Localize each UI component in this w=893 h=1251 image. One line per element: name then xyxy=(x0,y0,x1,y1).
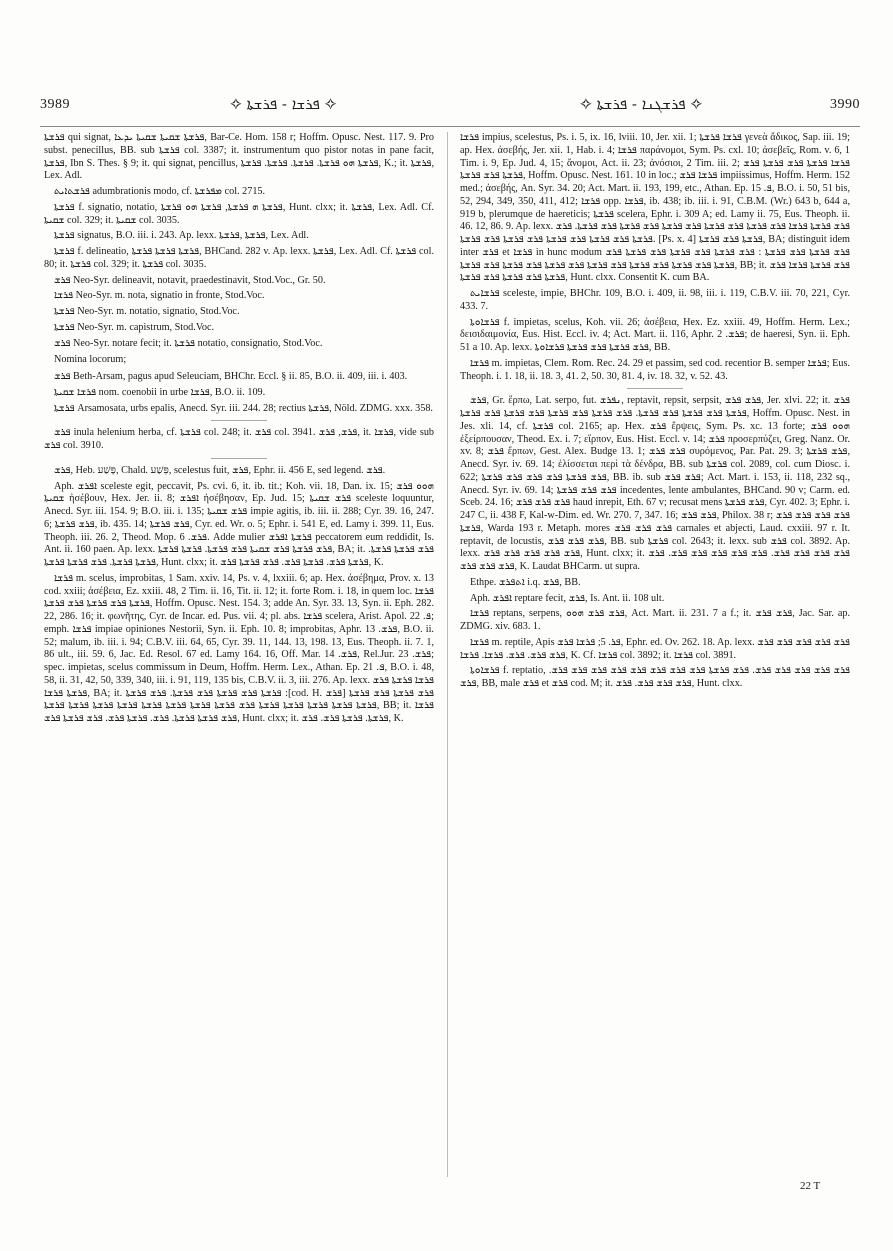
section-separator xyxy=(211,420,267,421)
dictionary-entry: Aph. ܐܦܪܫ sceleste egit, peccavit, Ps. cvi. 6, it. ib. tit.; Koh. vii. 18, Dan. ix. 15; ܗܘܘ ܦܪܫ ܫܩܝܬܐ ἠσέβουν, Hex. Jer. ii. 8; ܐܦܪܫ ἠσέβησαν, Ep. Jud. 15; ܦܪܫ ܫܩܝܬܐ sceleste loquuntur, Anecd. Syr. iii. 154. 9; B.O. iii. i. 135; ܦܪܫ ܫܩܝܬܐ impie agitis, ib. iii. ii. 288; Cyr. 39. 16, 247. 6; ܦܪܫ ܦܪܫܬܐ, ib. 435. 14; ܦܪܫ ܦܪܫܬܐ, Cyr. ed. Wr. o. 5; Ephr. i. 541 E, ed. Lamy i. 399. 11, Eus. Theoph. iii. 26. 2, Theod. Mop. ܦܪܫ. 6. Adde mulier ܦܪܫܬܐ ܐܦܪܫ peccatorem eum reddidit, Is. Ant. ii. 160 paen. Ap. lexx. ܦܪܫ ܦܪܫܬܐ ܦܪܫ ܫܩܝܬܐ ܦܪܫ ܦܪܫܬܐ. ܦܪܫܬܐ ܦܪܫܬܐ, BA; it. ܦܪܫ ܦܪܫܬܐ ܦܪܫܬܐ. ܦܪܫܬܐ ܦܪܫܬܐ. ܦܪܫ ܦܪܫܬܐ ܦܪܫܬܐ, Hunt. clxx; it. ܦܪܫܬܐ ܦܪܫ. ܦܪܫܬܐ ܦܪܫ. ܦܪܫ ܦܪܫܬܐ ܦܪܫ, K. xyxy=(44,480,435,568)
dictionary-entry: ܦܪܫܬܐܝܬ adumbrationis modo, cf. ܡܦܪܫܬܐ col. 2715. xyxy=(54,186,266,197)
dictionary-entry: ܦܪܫܬܐ f. delineatio, ܦܪܫܬܐ ܦܪܫܬܐ ܦܪܫܬܐ, BHCand. 282 v. Ap. lexx. ܦܪܫܬܐ, Lex. Adl. Cf. ܦܪܫܬܐ col. 80; it. ܦܪܫܬܐ col. 329; it. ܦܪܫܬܐ col. 3035. xyxy=(44,246,435,270)
dictionary-entry: ܦܪܫܬܐ Neo-Syr. m. capistrum, Stod.Voc. xyxy=(54,321,215,333)
dictionary-entry: ܦܪܫܬܐ f. signatio, notatio, ܦܪܫܬܐ ܗ ܦܪܫܬܐ, ܦܪܫܬܐ ܗܘ ܦܪܫܬܐ, Hunt. clxx; it. ܦܪܫܬܐ, Lex. Adl. Cf. ܫܩܝܬܐ col. 329; it. ܫܩܝܬܐ col. 3035. xyxy=(44,201,435,226)
page-header xyxy=(40,95,860,119)
dictionary-entry: ܦܪܫܐ reptans, serpens, ܦܪܫ ܦܪܫ ܗܘܘ, Act. Mart. ii. 231. 7 a f.; it. ܦܪܫ ܦܪܫ, Jac. Sar. ap. ZDMG. xiv. 683. 1. xyxy=(460,608,850,632)
dictionary-entry: ܦܪܫܐ m. reptile, Apis ܦܪ. 5; ܦܪܫܐ ܦܪܫ, Ephr. ed. Ov. 262. 18. Ap. lexx. ܦܪܫ ܦܪܫ ܦܪܫ ܦܪܫ ܦܪܫ ܦܪܫ ܦܪܫ. ܦܪܫ. ܦܪܫܐ. ܦܪܫܐ, K. Cf. ܦܪܫܐ col. 3892; it. ܦܪܫܐ col. 3891. xyxy=(460,636,850,661)
header-rule xyxy=(40,126,860,127)
dictionary-entry: ܦܪܫܐ impius, scelestus, Ps. i. 5, ix. 16, lviii. 10, Jer. xii. 1; ܦܪܫܐ ܦܪܫܬܐ γενεὰ ἄδικος, Sap. iii. 19; ap. Hex. ἀσεβής, Jer. xii. 1, Hab. i. 4; ܦܪܫܐ παράνομοι, Sym. Ps. cxl. 10; ἀσεβεῖς, Rom. v. 6, 1 Tim. i. 9, Ep. Jud. 4, 15; ἄνομοι, Act. ii. 23; ἀνόσιοι, 2 Tim. iii. 2; ܦܪܫܐ ܦܪܫܬܐ ܦܪܫ ܦܪܫܬܐ ܦܪܫ ܦܪܫܬܐ ܦܪܫ ܦܪܫܬܐ, Hoffm. Opusc. Nest. 161. 10 in loc.; ܦܪܫܐ ܦܪܫ impiissimus, Hoffm. Herm. 152 med.; ἀσεβής, An. Syr. 34. 20; Act. Mart. ii. 193, 199, etc., Athan. Ep. ܦ. 15, B.O. i. 50, 51 bis, 52, 294, 349, 350, 411, 412; ܦܪܫܐ opp. ܦܪܫܐ, ib. 438; ib. iii. i. 91, C.B.M. (Wr.) 643 b, 644 a, 919 b, plerumque de haereticis; ܦܪܫܬܐ scelera, Ephr. i. 309 A; ed. Lamy ii. 75, Eus. Theoph. ii. 46. 12, 86. 9. Ap. lexx. ܦܪܫ ܦܪܫܬܐ ܦܪܫܐ ܦܪܫ ܦܪܫܬܐ ܦܪܫ ܦܪܫܬܐ ܦܪܫ ܦܪܫܬܐ ܦܪܫ ܦܪܫܬܐ ܦܪܫ ܦܪܫܬܐ. ܦܪܫ ܦܪܫܬܐ ܦܪܫ ܦܪܫܬܐ ܦܪܫ ܦܪܫܬܐ ܦܪܫ ܦܪܫܬܐ ܦܪܫ ܦܪܫܬܐ. [Ps. x. 4] ܦܪܫܬܐ ܦܪܫ ܦܪܫܬܐ, BA; distinguit idem inter ܦܪܫ et ܦܪܫܐ in hunc modum ܦܪܫ ܦܪܫܬܐ ܦܪܫ ܦܪܫܬܐ : ܦܪܫ ܦܪܫܬܐ ܦܪܫ ܦܪܫܬܐ ܦܪܫ ܦܪܫܬܐ ܦܪܫ ܦܪܫܬܐ ܦܪܫ ܦܪܫܬܐ ܦܪܫ ܦܪܫܬܐ ܦܪܫ ܦܪܫܬܐ ܦܪܫ ܦܪܫܬܐ ܦܪܫ ܦܪܫܬܐ ܦܪܫ ܦܪܫܬܐ, BB; it. ܦܪܫ ܦܪܫܬܐ ܦܪܫܐ ܦܪܫ ܦܪܫܬܐ ܦܪܫ ܦܪܫܬܐ ܦܪܫ ܦܪܫܬܐ, Hunt. clxx. Consentit K. cum BA. xyxy=(460,132,851,284)
dictionary-entry: ܦܪܫ Beth-Arsam, pagus apud Seleuciam, BHChr. Eccl. § ii. 85, B.O. ii. 409, iii. i. 403. xyxy=(54,371,408,382)
running-head-right: ✧ ܦܪܫܓܢܐ - ܦܪܫܬܐ ✧ xyxy=(580,95,703,113)
signature-mark: 22 T xyxy=(800,1180,821,1192)
dictionary-entry: ܦܪܫܐ m. impietas, Clem. Rom. Rec. 24. 29 et passim, sed cod. recentior B. semper ܦܪܫܐ; Eus. Theoph. i. 1. 18, ii. 18. 3, 41. 2, 50. 30, 81. 4, iv. 18. 32, v. 52. 43. xyxy=(460,357,850,382)
dictionary-entry: ܦܪܫܬܐ Neo-Syr. m. notatio, signatio, Stod.Voc. xyxy=(54,306,240,317)
page-number-left: 3989 xyxy=(40,97,70,112)
dictionary-entry: ܦܪܫ Neo-Syr. notare fecit; it. ܦܪܫܬܐ notatio, consignatio, Stod.Voc. xyxy=(54,337,323,349)
dictionary-entry: ܦܪܫܬܐ qui signat, ܦܪܫܬܐ ܫܩܝܬܐ ܫܩܝܬܐ ܝܕܥܐ, Bar-Ce. Hom. 158 r; Hoffm. Opusc. Nest. 117. 9. Pro subst. penecillus, BB. sub ܦܪܫܬܐ col. 3387; it. instrumentum quo pistor notas in pane facit, ܦܪܫܬܐ, Ibn S. Thes. § 9; it. qui signat, pencillus, ܦܪܫܬܐ ܗܘ ܦܪܫܬܐ. ܦܪܫܬܐ. ܦܪܫܬܐ. ܦܪܫܬܐ, K.; it. ܦܪܫܬܐ, Lex. Adl. xyxy=(44,132,434,182)
section-heading: Nomina locorum; xyxy=(54,354,127,366)
dictionary-entry: ܦܪܫ, Heb. פָּשַׁע, Chald. פְּשַׁע, scelestus fuit, ܦܪܫ, Ephr. ii. 456 E, sed legend. ܦܪܫ. xyxy=(54,464,386,476)
page-number-right: 3990 xyxy=(830,97,860,112)
section-separator xyxy=(211,458,267,459)
section-separator xyxy=(627,388,683,389)
dictionary-entry: ܦܪܫ, Gr. ἕρπω, Lat. serpo, fut. ܢܦܪܫ, reptavit, repsit, serpsit, ܦܪܫ ܦܪܫ, Jer. xlvi. 22; it. ܦܪܫ ܦܪܫܬܐ ܦܪܫ ܦܪܫܬܐ ܦܪܫ ܦܪܫܬܐ. ܦܪܫ ܦܪܫܬܐ ܦܪܫ ܦܪܫܬܐ ܦܪܫ ܦܪܫܬܐ ܦܪܫ ܦܪܫܬܐ, Hoffm. Opusc. Nest. in Jes. xli. 14, cf. ܦܪܫܬܐ col. 2165; ap. Hex. ܦܪܫ ἕρψεις, Sym. Ps. xc. 13 forte; ܗܘܘ ܦܪܫ ἐξείρπουσαν, Theod. Ex. i. 7; εἵρπον, Eus. Hist. Eccl. v. 14; ܦܪܫ προσερπύζει, Greg. Nanz. Or. xv. 8; ܦܪܫ ἕρπων, Gest. Alex. Budge 13. 1; ܦܪܫ ܦܪܫ συρόμενος, Par. Pat. 29. 3; ܦܪܫ ܦܪܫܬܐ, Anecd. Syr. iv. 69. 14; ἑλίσσεται περὶ τὰ δένδρα, BB. sub ܦܪܫܬܐ col. 2089, col. cum Diosc. i. 622; ܦܪܫ ܦܪܫܬܐ ܦܪܫ ܦܪܫ ܦܪܫ ܦܪܫܬܐ, BB. ib. sub ܦܪܫ ܦܪܫ; Act. Mart. i. 153, ii. 118, 232 sq., Anecd. Syr. iv. 69. 14; ܦܪܫ ܦܪܫ ܦܪܫܬܐ incedentes, lente ambulantes, BHCand. 90 v; Carm. ed. Sceb. 24. 16; ܦܪܫ ܦܪܫ ܦܪܫ haud inrepit, Eth. 67 v; recusat mens ܦܪܫ ܦܪܫܬܐ, Cyr. 402. 3; Ephr. i. 247 C, ii. 438 F, Kal-w-Dim. ed. Wr. 270. 7, 347. 16; ܦܪܫ ܦܪܫ, Philox. 38 r; ܦܪܫ ܦܪܫ ܦܪܫ ܦܪܫ ܦܪܫܬܐ, Warda 193 r. Metaph. mores ܦܪܫ ܦܪܫ ܦܪܫ carnales et abjecti, Laud. cxxiii. 97 r. It. reptavit, de locustis, ܦܪܫ ܦܪܫ ܦܪܫ, BB. sub ܦܪܫܬܐ col. 2643; it. lexx. sub ܦܪܫ col. 3892. Ap. lexx. ܦܪܫ ܦܪܫ ܦܪܫ ܦܪܫ ܦܪܫ, Hunt. clxx; it. ܦܪܫ ܦܪܫ ܦܪܫ ܦܪܫ. ܦܪܫ ܦܪܫ ܦܪܫ ܦܪܫ ܦܪܫ. ܦܪܫ ܦܪܫ ܦܪܫ ܦܪܫ, K. Laudat BHCarm. ut supra. xyxy=(460,395,851,572)
dictionary-entry: ܦܪܫܐܘܬܐ f. reptatio, ܦܪܫ ܦܪܫ ܦܪܫ ܦܪܫ ܦܪܫ. ܦܪܫ ܦܪܫܬܐ ܦܪܫ ܦܪܫ ܦܪܫ ܦܪܫ ܦܪܫ ܦܪܫ ܦܪܫ ܦܪܫ. ܦܪܫ, BB, male ܦܪܫ et ܦܪܫ cod. M; it. ܦܪܫ ܦܪܫ ܦܪܫ. ܦܪܫ, Hunt. clxx. xyxy=(460,665,850,689)
dictionary-entry: ܦܪܫܬܐ Arsamosata, urbs epalis, Anecd. Syr. iii. 244. 28; rectius ܦܪܫܬܐ, Nöld. ZDMG. xxx. 358. xyxy=(54,402,433,414)
column-divider xyxy=(447,132,448,1177)
dictionary-entry: Ethpe. ܐܬܦܪܫ i.q. ܦܪܫ, BB. xyxy=(470,576,581,588)
dictionary-entry: ܦܪܫܬܐ signatus, B.O. iii. i. 243. Ap. lexx. ܦܪܫܬܐ ,ܦܪܫܬܐ, Lex. Adl. xyxy=(54,230,309,242)
dictionary-entry: ܦܪܫܐ m. scelus, improbitas, 1 Sam. xxiv. 14, Ps. v. 4, lxxiii. 6; ap. Hex. ἀσέβημα, Prov. x. 13 cod. xxiii; ἀσέβεια, Ez. xxiii. 48, 2 Tim. ii. 16, Tit. ii. 12; it. forte Rom. i. 18, in quem loc. ܦܪܫܐ ܦܪܫܬܐ ܦܪܫ ܦܪܫܬܐ ܦܪܫ ܦܪܫܬܐ, Hoffm. Opusc. Nest. 154. 3; adde An. Syr. 33. 13, Syn. ii. Eph. 282. 22, 286. 16; it. φωνῆτης, Cyr. de Incar. ed. Pus. vii. 4; pl. abs. ܦܪܫܐ scelera, Arist. Apol. ܦ. 22; emph. ܦܪܫܐ impiae opiniones Nestorii, Syn. ii. Eph. 10. 8; improbitas, Aphr. ܦܪܫ. 13, B.O. ii. 52; malum, ib. iii. i. 94; C.B.V. iii. 64, 65, Cyr. 39. 11, 144. 13, 198. 13, Eus. Theoph. ii. 7. 1, 86 ult., iii. 59. 6, Jac. Ed. Resol. 67 ed. Lamy 164. 16, Off. Mar. ܦܪܫ. 14, Rel.Jur. ܦܪܫ. 23; spec. impietas, scelus commissum in Deum, Hoffm. Herm. Lex., Athan. Ep. ܦ. 21, B.O. i. 48, 58, ii. 31, 42, 50, 339, 340, iii. i. 91, 119, 135 bis, C.B.V. ii. 3, iii. 276. Ap. lexx. ܦܪܫܐ ܦܪܫܬܐ ܦܪܫ ܦܪܫܬܐ ܦܪܫܐ, BA; it. ܦܪܫܬܐ ܦܪܫ ܦܪܫܬܐ ܦܪܫ ܦܪܫܬܐ. ܦܪܫ ܦܪܫܬܐ :[cod. H. ܦܪܫ] ܦܪܫ ܦܪܫܬܐ ܦܪܫ ܦܪܫܬܐ ܦܪܫܬܐ ܦܪܫܬܐ ܦܪܫܬܐ ܦܪܫܬܐ ܦܪܫܬܐ ܦܪܫ ܦܪܫܬܐ ܦܪܫܬܐ ܦܪܫܬܐ ܦܪܫܬܐ ܦܪܫܬܐ ܦܪܫܬܐ ܦܪܫܬܐ ܦܪܫܬܐ, BB; it. ܦܪܫܐ ܦܪܫ ܦܪܫܬܐ ܦܪܫܬܐ. ܦܪܫ. ܦܪܫܬܐ ܦܪܫ. ܦܪܫ ܦܪܫܬܐ ܦܪܫ, Hunt. clxx; it. ܦܪܫܬܐ. ܦܪܫܬܐ ܦܪܫ. ܦܪܫ, K. xyxy=(44,572,434,724)
dictionary-entry: ܦܪܫܐܝܬ sceleste, impie, BHChr. 109, B.O. i. 409, ii. 98, iii. i. 119, C.B.V. iii. 70, 221, Cyr. 433. 7. xyxy=(460,288,850,312)
dictionary-entry: ܦܪܫܐ Neo-Syr. m. nota, signatio in fronte, Stod.Voc. xyxy=(54,290,265,302)
left-column xyxy=(44,132,434,729)
dictionary-entry: ܦܪܫܐ ܫܩܝܬܐ nom. coenobii in urbe ܦܪܫܐ, B.O. ii. 109. xyxy=(54,386,266,398)
dictionary-entry: ܦܪܫ Neo-Syr. delineavit, notavit, praedestinavit, Stod.Voc., Gr. 50. xyxy=(54,274,326,286)
running-head-left: ✧ ܦܪܫܐ - ܦܪܫܬܐ ✧ xyxy=(230,95,337,113)
right-column xyxy=(460,132,850,694)
dictionary-entry: ܦܪܫ inula helenium herba, cf. ܦܪܫܬܐ col. 248; it. ܦܪܫ col. 3941. ܦܪܫ, ܦܪܫ, it. ܦܪܫܐ, vide sub ܦܪܫ col. 3910. xyxy=(44,427,435,451)
dictionary-entry: Aph. ܐܦܪܫ reptare fecit, ܦܪܫ, Is. Ant. ii. 108 ult. xyxy=(470,592,665,604)
dictionary-entry: ܦܪܫܐܘܬܐ f. impietas, scelus, Koh. vii. 26; ἀσέβεια, Hex. Ez. xxiii. 49, Hoffm. Herm. Lex.; δεισιδαιμονία, Eus. Hist. Eccl. iv. 4; Act. Mart. ii. 116, Aphr. ܦܪܫ. 2; de haeresi, Syn. ii. Eph. 51 a 10. Ap. lexx. ܦܪܫ ܦܪܫܬܐ ܦܪܫ ܦܪܫܬܐ ܦܪܫܐܘܬܐ, BB. xyxy=(460,316,851,353)
